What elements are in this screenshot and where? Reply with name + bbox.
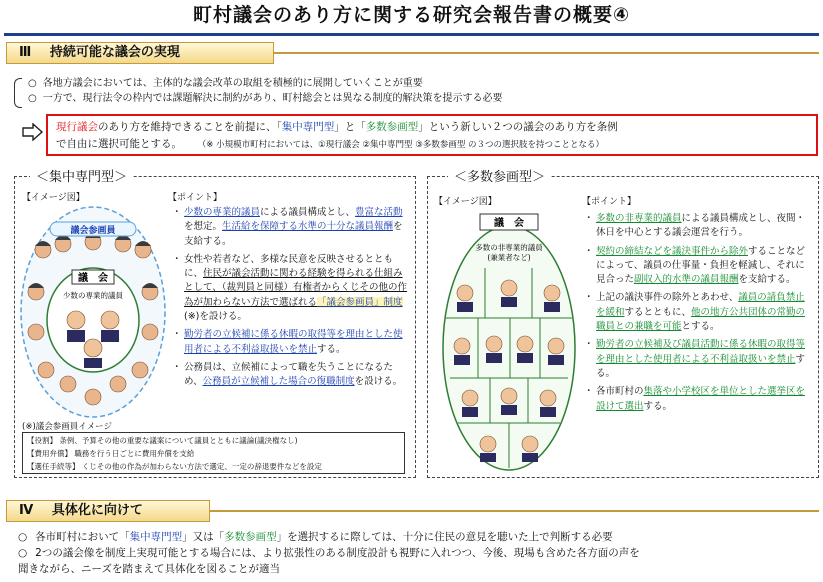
circle-bullet-icon: ○ [18, 531, 28, 543]
role-row: 【選任手続等】 くじその他の作為が加わらない方法で選定、一定の辞退要件などを設定 [27, 462, 322, 471]
members-label: 多数の非専業的議員 [475, 243, 543, 252]
multi-participation-title: ＜多数参画型＞ [448, 166, 551, 185]
multi-participation-diagram [440, 208, 578, 474]
role-box [22, 432, 405, 474]
section-3-number: Ⅲ [19, 45, 32, 60]
role-row: 【役割】 条例、予算その他の重要な議案について議員とともに議論(議決権なし) [27, 436, 298, 445]
list-item: ○ 一方で、現行法令の枠内では課題解決に制約があり、町村総会とは異なる制度的解決策を提示する必要 [28, 93, 503, 104]
multi-participation-label: 多数参画型 [365, 121, 419, 133]
council-label: 議 会 [494, 218, 524, 229]
bracket-icon [14, 78, 22, 108]
participants-label: 議会参画員 [70, 226, 116, 236]
members-label: 少数の専業的議員 [63, 291, 123, 300]
current-council-label: 現行議会 [56, 121, 98, 133]
concentrated-type-title: ＜集中専門型＞ [30, 166, 133, 185]
section-3-heading: 持続可能な議会の実現 [49, 45, 180, 60]
concentrated-type-points [174, 206, 410, 394]
section-4-header [6, 500, 210, 522]
list-item: ○ 2つの議会像を制度上実現可能とする場合には、より拡張性のある制度設計も視野に入れつつ、今後、現場も含めた各方面の声を [18, 547, 640, 559]
page-title: 町村議会のあり方に関する研究会報告書の概要④ [192, 4, 631, 26]
section-3-rule [274, 52, 819, 54]
point-item: ・ 勤労者の立候補に係る休暇の取得等を理由とした使用者による不利益取扱いを禁止する。 [174, 328, 410, 357]
circle-bullet-icon: ○ [28, 78, 37, 89]
multi-participation-points [586, 212, 814, 418]
circle-bullet-icon: ○ [18, 547, 28, 559]
point-item: ・ 女性や若者など、多様な民意を反映させるとともに、住民が議会活動に関わる経験を得られる仕組みとして、（裁判員と同様）有権者からくじその他の作為が加わらない方法で選ばれる「議会参画員」制度(※)を設ける。 [174, 253, 410, 324]
point-item: ・ 契約の締結などを議決事件から除外することなどによって、議員の仕事量・負担を軽減し、それに見合った副収入的水準の議員報酬を支給する。 [586, 245, 814, 288]
section-3-bullets [28, 76, 503, 106]
section-4-number: Ⅳ [19, 503, 34, 518]
point-item: ・ 多数の非専業的議員による議員構成とし、夜間・休日を中心とする議会運営を行う。 [586, 212, 814, 241]
circle-bullet-icon: ○ [28, 93, 37, 104]
concentrated-type-label: 集中専門型 [281, 121, 335, 133]
section-3-header [6, 42, 274, 64]
point-item: ・ 各市町村の集落や小学校区を単位とした選挙区を設けて選出する。 [586, 385, 814, 414]
role-title: (※)議会参画員イメージ [22, 422, 113, 432]
list-item: ○ 各市町村において「集中専門型」又は「多数参画型」を選択するに際しては、十分に住民の意見を聴いた上で判断する必要 [18, 531, 613, 543]
section-4-bullets [18, 529, 640, 577]
point-item: ・ 公務員は、立候補によって職を失うことになるため、公務員が立候補した場合の復職制度を設ける。 [174, 361, 410, 390]
point-label: 【ポイント】 [168, 193, 223, 203]
point-item: ・ 少数の専業的議員による議員構成とし、豊富な活動を想定。生活給を保障する水準の十分な議員報酬を支給する。 [174, 206, 410, 249]
title-rule [4, 33, 819, 36]
proposal-box: 現行議会のあり方を維持できることを前提に、「集中専門型」と「多数参画型」という新しい２つの議会のあり方を条例 で自由に選択可能とする。 （※ 小規模市町村においては、①現行議会 ②集中専門型 ③多数参画型 の３つの選択肢を持つこととなる） [46, 114, 818, 156]
role-row: 【費用弁償】 職務を行う日ごとに費用弁償を支給 [27, 449, 195, 458]
section-4-rule [210, 510, 819, 512]
right-arrow-icon [22, 123, 44, 141]
members-sub-label: (兼業者など) [487, 253, 531, 262]
image-label: 【イメージ図】 [434, 197, 497, 207]
list-item: ○ 各地方議会においては、主体的な議会改革の取組を積極的に展開していくことが重要 [28, 78, 423, 89]
council-label: 議 会 [78, 273, 108, 284]
point-item: ・ 上記の議決事件の除外とあわせ、議員の請負禁止を緩和するとともに、他の地方公共団体の常勤の職員との兼職を可能とする。 [586, 291, 814, 334]
section-4-heading: 具体化に向けて [51, 503, 143, 518]
proposal-note: （※ 小規模市町村においては、①現行議会 ②集中専門型 ③多数参画型 の３つの選択肢を持つこととなる） [202, 140, 605, 150]
concentrated-type-diagram [18, 202, 168, 420]
list-item-continuation: 聞きながら、ニーズを踏まえて具体化を図ることが適当 [18, 563, 280, 575]
point-item: ・ 勤労者の立候補及び議員活動に係る休暇の取得等を理由とした使用者による不利益取扱いを禁止する。 [586, 338, 814, 381]
point-label: 【ポイント】 [582, 197, 637, 207]
image-label: 【イメージ図】 [22, 193, 85, 203]
